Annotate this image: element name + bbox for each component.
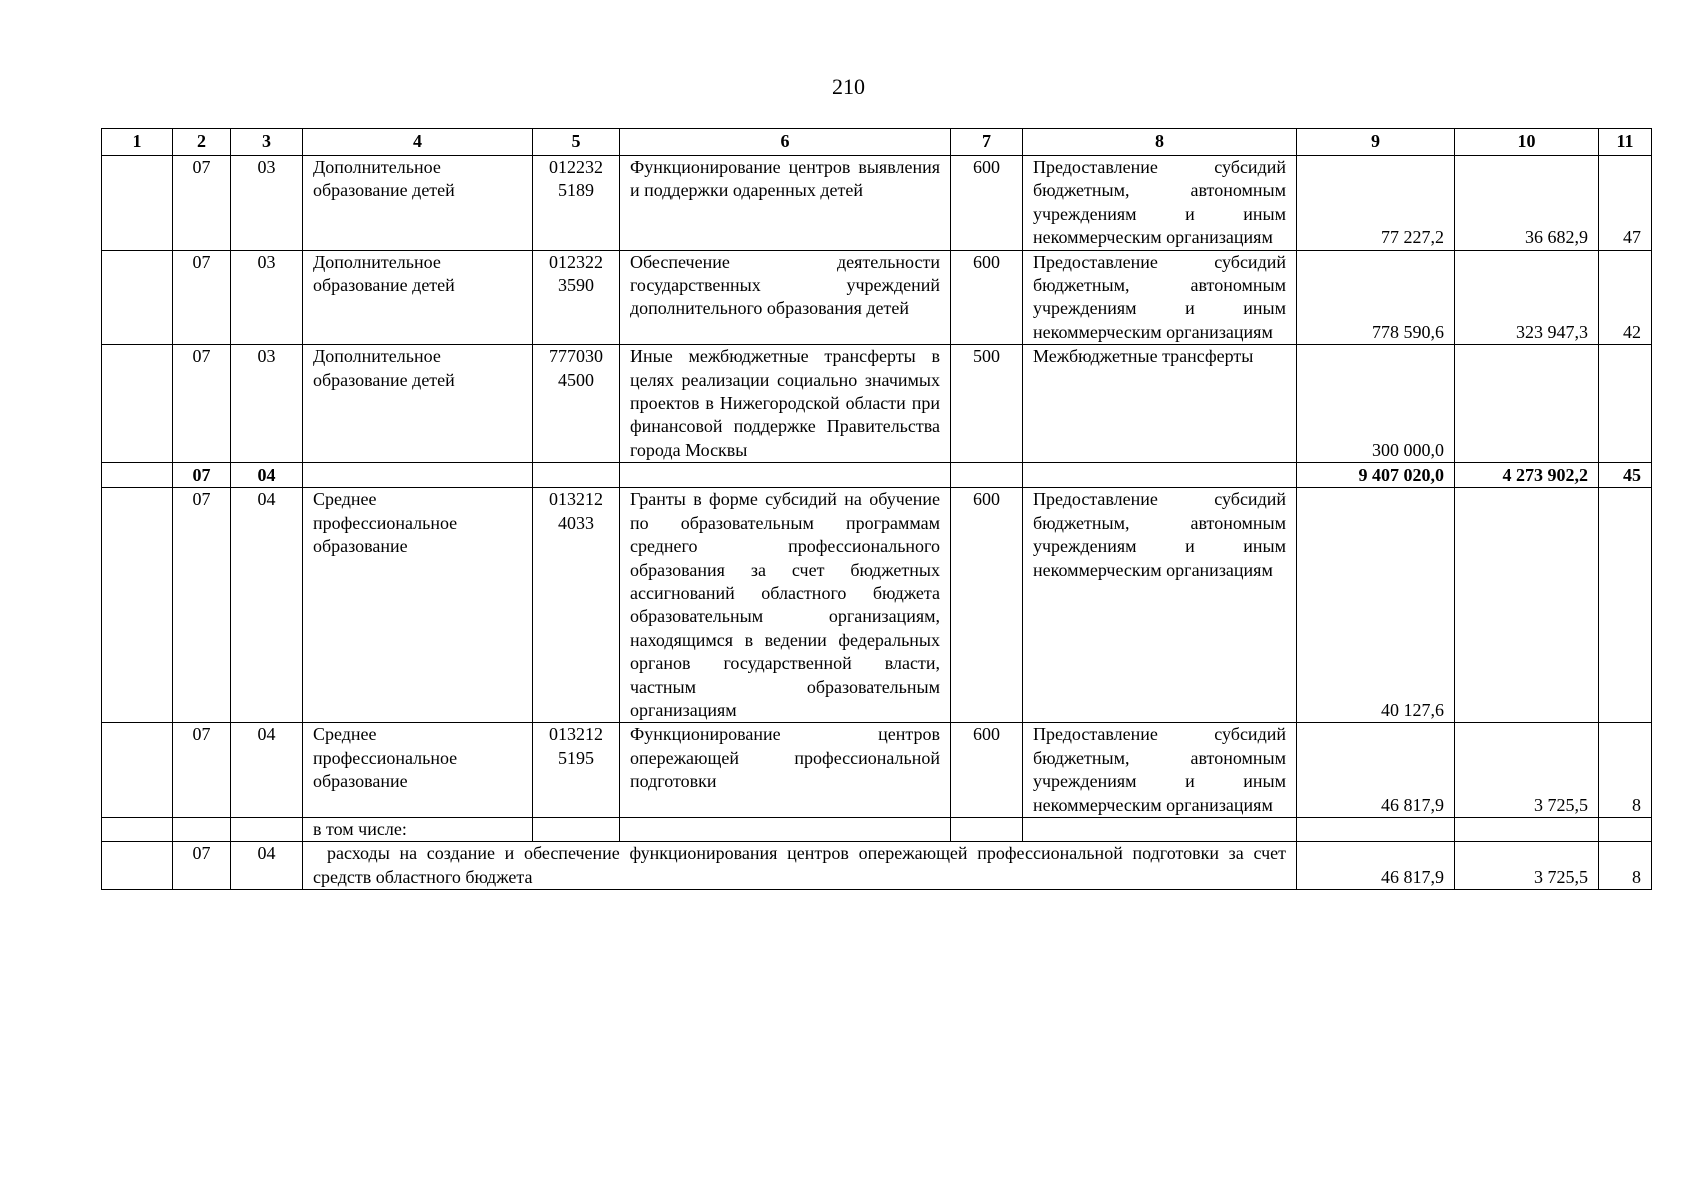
cell-target-code: 012322 3590 xyxy=(533,250,620,345)
header-cell: 9 xyxy=(1297,129,1455,156)
cell-target-name: Обеспечение деятельности государственных учреждений дополнительного образования детей xyxy=(620,250,951,345)
cell-expense-name: Предоставление субсидий бюджетным, автономным учреждениям и иным некоммерческим организациям xyxy=(1023,250,1297,345)
cell-note: в том числе: xyxy=(303,817,533,841)
cell-section-name: Дополнительное образование детей xyxy=(303,156,533,251)
cell-subsection: 03 xyxy=(231,156,303,251)
header-cell: 1 xyxy=(102,129,173,156)
cell-empty xyxy=(620,463,951,488)
cell-expense-type: 600 xyxy=(951,723,1023,818)
header-cell: 4 xyxy=(303,129,533,156)
cell-expense-name: Предоставление субсидий бюджетным, автономным учреждениям и иным некоммерческим организациям xyxy=(1023,723,1297,818)
cell-section: 07 xyxy=(173,156,231,251)
cell-section: 07 xyxy=(173,842,231,890)
cell-actual: 4 273 902,2 xyxy=(1455,463,1599,488)
header-cell: 6 xyxy=(620,129,951,156)
cell-actual xyxy=(1455,488,1599,723)
table-row xyxy=(102,156,1652,251)
cell-plan: 46 817,9 xyxy=(1297,842,1455,890)
subtotal-row xyxy=(102,463,1652,488)
cell-actual xyxy=(1455,345,1599,463)
header-cell: 11 xyxy=(1599,129,1652,156)
cell-empty xyxy=(102,842,173,890)
cell-subsection: 04 xyxy=(231,463,303,488)
cell-empty xyxy=(102,463,173,488)
cell-expense-type: 500 xyxy=(951,345,1023,463)
cell-target-name: Гранты в форме субсидий на обучение по образовательным программам среднего профессионального образования за счет бюджетных ассигнований областного бюджета образовательным организациям, находящимся в ведении федеральных органов государственной власти, частным образовательным организациям xyxy=(620,488,951,723)
cell-plan: 46 817,9 xyxy=(1297,723,1455,818)
header-cell: 10 xyxy=(1455,129,1599,156)
cell-target-code: 777030 4500 xyxy=(533,345,620,463)
cell-empty xyxy=(620,817,951,841)
cell-actual: 36 682,9 xyxy=(1455,156,1599,251)
cell-section-name: Дополнительное образование детей xyxy=(303,345,533,463)
cell-plan: 300 000,0 xyxy=(1297,345,1455,463)
header-cell: 5 xyxy=(533,129,620,156)
header-cell: 7 xyxy=(951,129,1023,156)
cell-target-code: 013212 4033 xyxy=(533,488,620,723)
cell-subsection: 04 xyxy=(231,723,303,818)
cell-percent: 8 xyxy=(1599,723,1652,818)
cell-empty xyxy=(102,723,173,818)
cell-subsection: 03 xyxy=(231,250,303,345)
cell-section: 07 xyxy=(173,463,231,488)
cell-empty xyxy=(231,817,303,841)
table-row xyxy=(102,345,1652,463)
cell-target-code: 012232 5189 xyxy=(533,156,620,251)
cell-empty xyxy=(303,463,533,488)
cell-percent: 8 xyxy=(1599,842,1652,890)
cell-section-name: Среднее профессиональное образование xyxy=(303,723,533,818)
table-row xyxy=(102,250,1652,345)
cell-expense-type: 600 xyxy=(951,250,1023,345)
cell-empty xyxy=(102,156,173,251)
cell-subsection: 04 xyxy=(231,842,303,890)
table-row xyxy=(102,723,1652,818)
cell-section: 07 xyxy=(173,345,231,463)
cell-empty xyxy=(533,817,620,841)
cell-empty xyxy=(102,345,173,463)
cell-subsection: 04 xyxy=(231,488,303,723)
cell-detail-text: расходы на создание и обеспечение функционирования центров опережающей профессиональной подготовки за счет средств областного бюджета xyxy=(303,842,1297,890)
cell-empty xyxy=(951,463,1023,488)
cell-actual: 3 725,5 xyxy=(1455,723,1599,818)
cell-percent xyxy=(1599,488,1652,723)
cell-section: 07 xyxy=(173,723,231,818)
cell-expense-name: Предоставление субсидий бюджетным, автономным учреждениям и иным некоммерческим организациям xyxy=(1023,156,1297,251)
header-cell: 8 xyxy=(1023,129,1297,156)
cell-section: 07 xyxy=(173,250,231,345)
cell-empty xyxy=(1297,817,1455,841)
cell-section-name: Среднее профессиональное образование xyxy=(303,488,533,723)
cell-empty xyxy=(102,817,173,841)
cell-empty xyxy=(102,250,173,345)
cell-actual: 323 947,3 xyxy=(1455,250,1599,345)
cell-empty xyxy=(951,817,1023,841)
cell-expense-type: 600 xyxy=(951,156,1023,251)
cell-plan: 40 127,6 xyxy=(1297,488,1455,723)
cell-empty xyxy=(102,488,173,723)
page-number: 210 xyxy=(832,74,865,99)
cell-section: 07 xyxy=(173,488,231,723)
cell-empty xyxy=(1455,817,1599,841)
header-cell: 2 xyxy=(173,129,231,156)
detail-row xyxy=(102,842,1652,890)
cell-target-name: Функционирование центров выявления и поддержки одаренных детей xyxy=(620,156,951,251)
cell-expense-name: Межбюджетные трансферты xyxy=(1023,345,1297,463)
table-row xyxy=(102,488,1652,723)
cell-target-code: 013212 5195 xyxy=(533,723,620,818)
cell-actual: 3 725,5 xyxy=(1455,842,1599,890)
cell-percent xyxy=(1599,345,1652,463)
cell-empty xyxy=(1023,463,1297,488)
cell-subsection: 03 xyxy=(231,345,303,463)
cell-empty xyxy=(1599,817,1652,841)
cell-section-name: Дополнительное образование детей xyxy=(303,250,533,345)
cell-target-name: Функционирование центров опережающей профессиональной подготовки xyxy=(620,723,951,818)
budget-table xyxy=(101,128,1652,890)
header-cell: 3 xyxy=(231,129,303,156)
cell-empty xyxy=(173,817,231,841)
cell-plan: 77 227,2 xyxy=(1297,156,1455,251)
cell-percent: 47 xyxy=(1599,156,1652,251)
cell-plan: 9 407 020,0 xyxy=(1297,463,1455,488)
note-row xyxy=(102,817,1652,841)
cell-target-name: Иные межбюджетные трансферты в целях реализации социально значимых проектов в Нижегородской области при финансовой поддержке Правительства города Москвы xyxy=(620,345,951,463)
cell-percent: 42 xyxy=(1599,250,1652,345)
header-row xyxy=(102,129,1652,156)
cell-expense-type: 600 xyxy=(951,488,1023,723)
cell-plan: 778 590,6 xyxy=(1297,250,1455,345)
cell-empty xyxy=(533,463,620,488)
cell-empty xyxy=(1023,817,1297,841)
cell-expense-name: Предоставление субсидий бюджетным, автономным учреждениям и иным некоммерческим организациям xyxy=(1023,488,1297,723)
cell-percent: 45 xyxy=(1599,463,1652,488)
